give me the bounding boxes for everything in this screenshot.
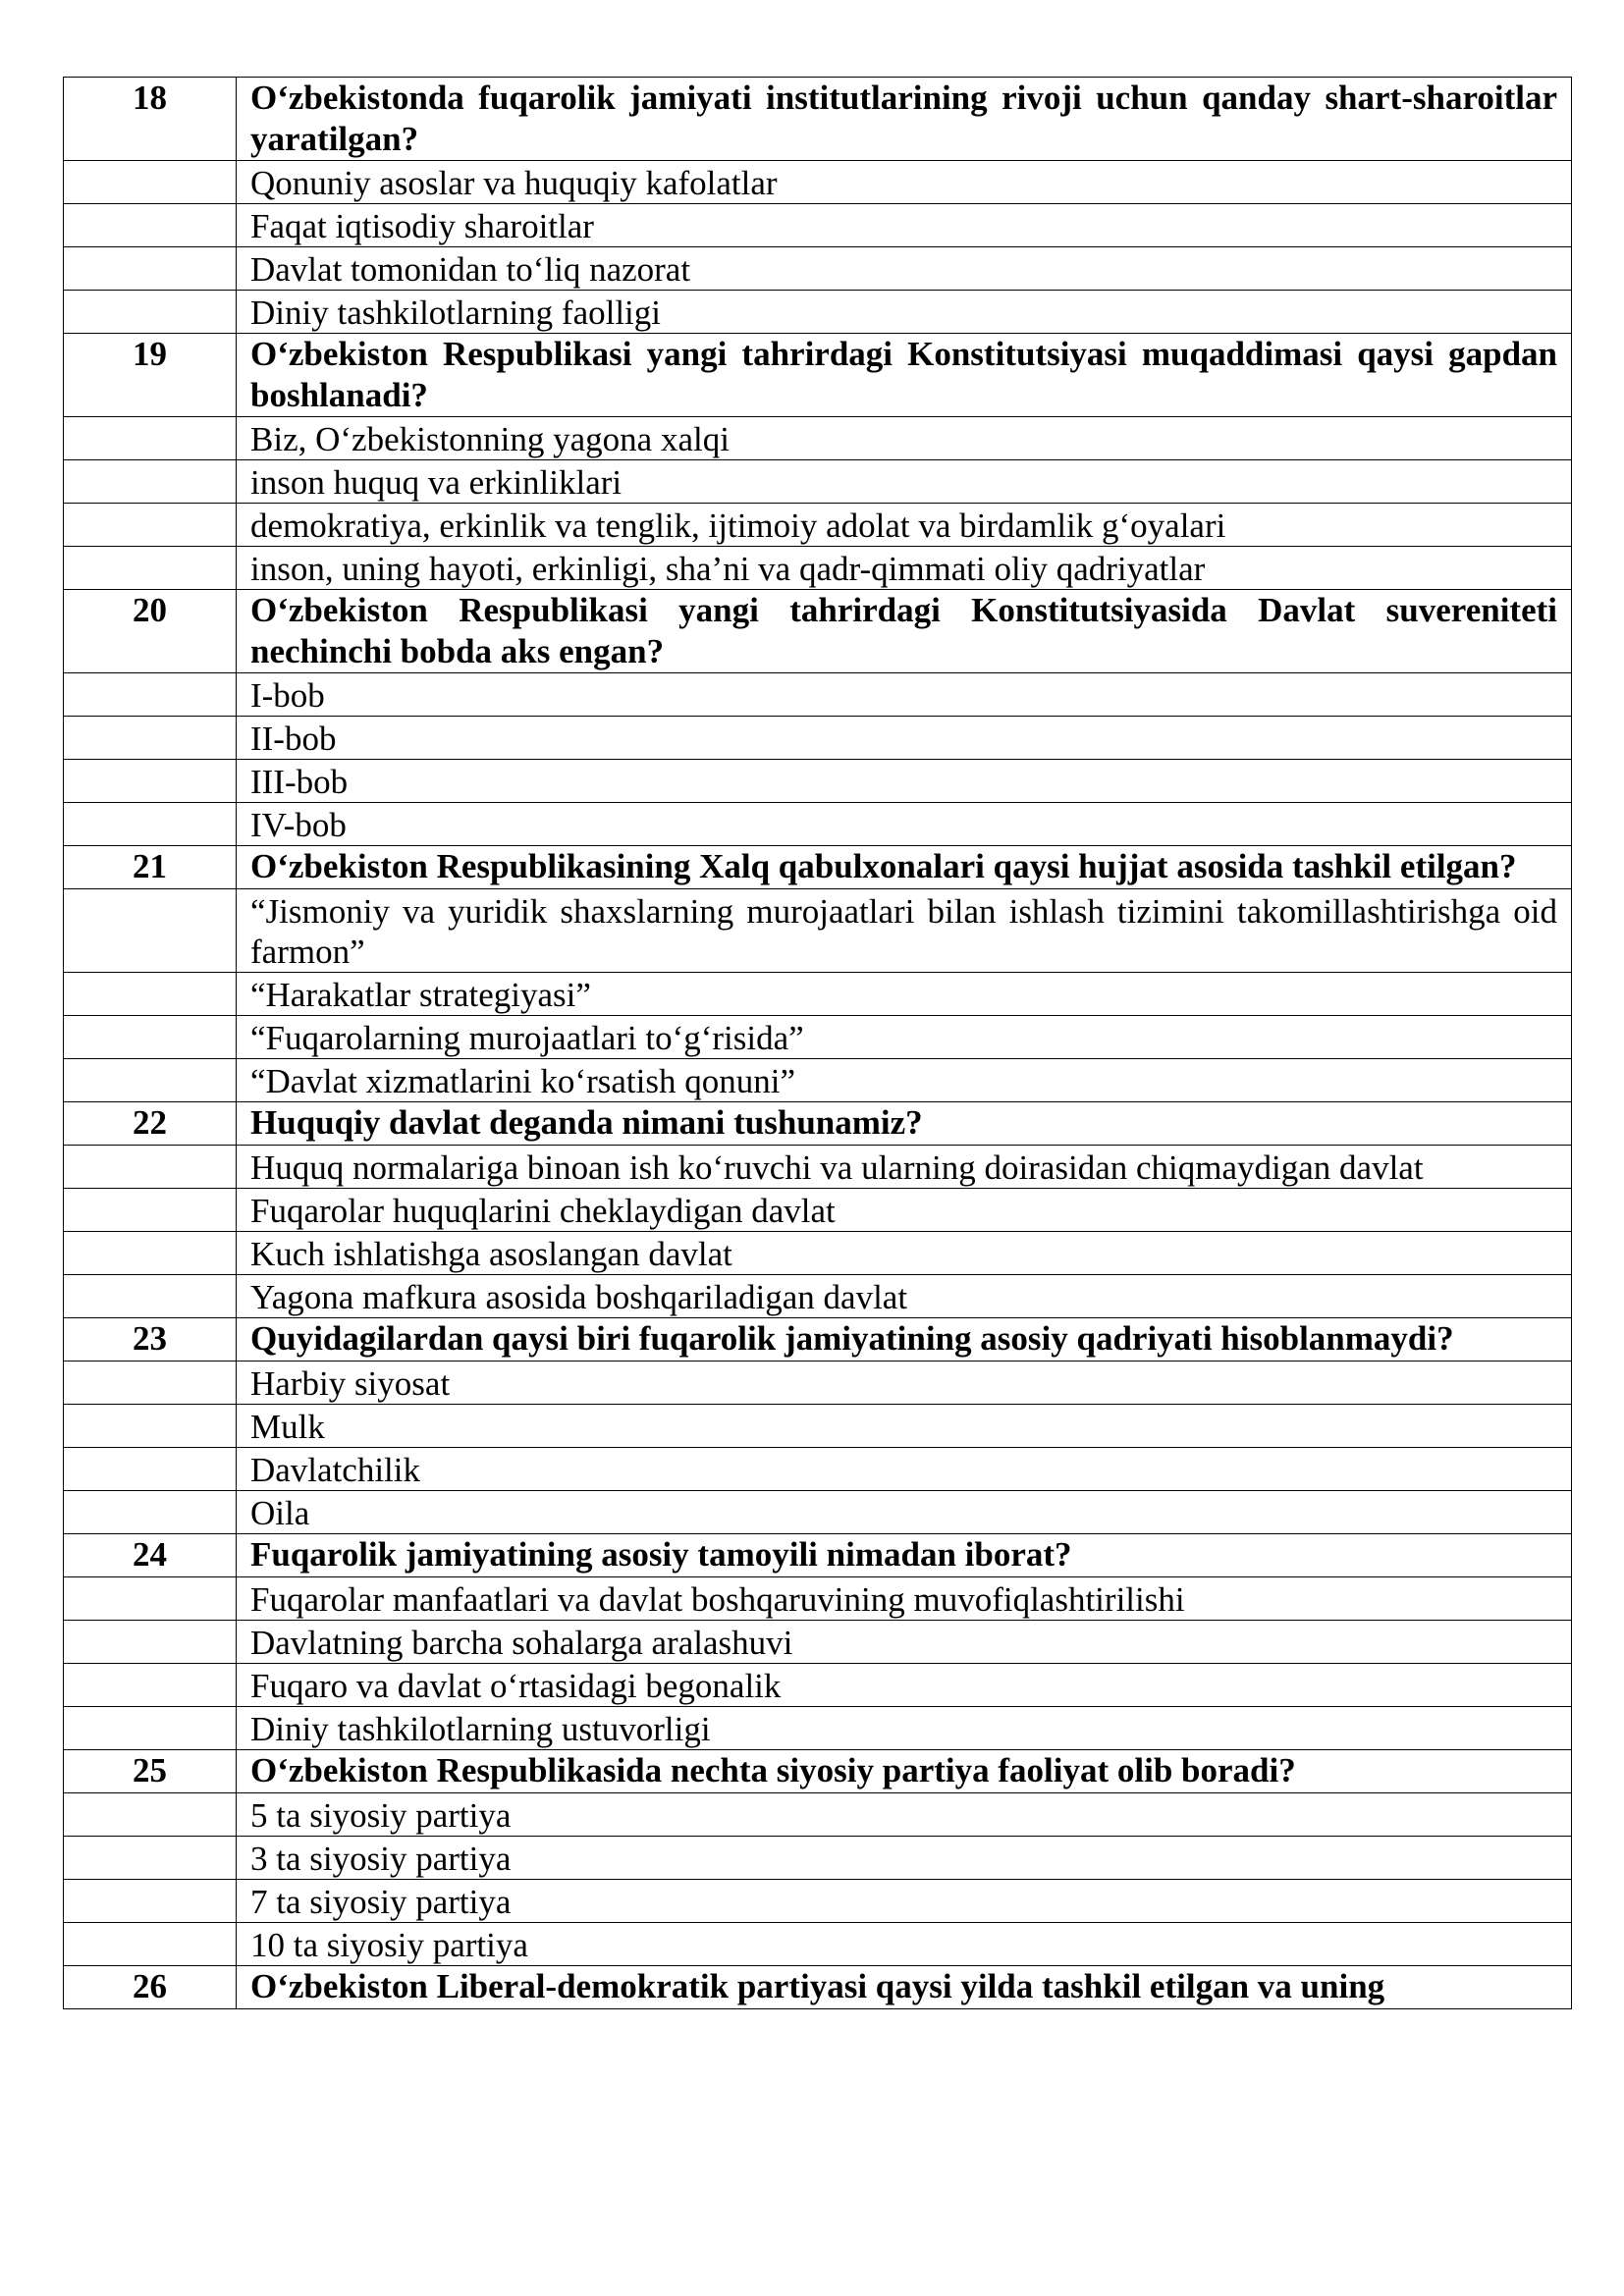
answer-option: Diniy tashkilotlarning ustuvorligi [237,1707,1572,1750]
question-number: 24 [64,1534,237,1577]
answer-option: inson, uning hayoti, erkinligi, sha’ni va qadr-qimmati oliy qadriyatlar [237,547,1572,590]
answer-row [64,803,1572,846]
answer-row [64,291,1572,334]
answer-row [64,1146,1572,1189]
answer-row [64,889,1572,973]
answer-number-cell [64,161,237,204]
answer-number-cell [64,1405,237,1448]
answer-row [64,1577,1572,1621]
answer-number-cell [64,460,237,504]
question-text: O‘zbekiston Respublikasida nechta siyosiy partiya faoliyat olib boradi? [237,1750,1572,1793]
answer-row [64,1621,1572,1664]
answer-row [64,1707,1572,1750]
answer-number-cell [64,760,237,803]
answer-option: III-bob [237,760,1572,803]
answer-row [64,1923,1572,1966]
answer-option: “Davlat xizmatlarini ko‘rsatish qonuni” [237,1059,1572,1102]
answer-row [64,1362,1572,1405]
answer-option: “Harakatlar strategiyasi” [237,973,1572,1016]
question-text: O‘zbekiston Respublikasi yangi tahrirdagi Konstitutsiyasi muqaddimasi qaysi gapdan boshlanadi? [237,334,1572,417]
question-text: Quyidagilardan qaysi biri fuqarolik jamiyatining asosiy qadriyati hisoblanmaydi? [237,1318,1572,1362]
answer-row [64,1664,1572,1707]
answer-option: IV-bob [237,803,1572,846]
question-text: Fuqarolik jamiyatining asosiy tamoyili nimadan iborat? [237,1534,1572,1577]
question-row [64,1102,1572,1146]
answer-number-cell [64,1146,237,1189]
answer-row [64,1448,1572,1491]
answer-option: 5 ta siyosiy partiya [237,1793,1572,1837]
document-page [63,77,1572,2009]
question-number: 18 [64,78,237,161]
answer-number-cell [64,291,237,334]
question-number: 20 [64,590,237,673]
answer-number-cell [64,1793,237,1837]
answer-option: demokratiya, erkinlik va tenglik, ijtimoiy adolat va birdamlik g‘oyalari [237,504,1572,547]
answer-number-cell [64,1362,237,1405]
answer-option: Harbiy siyosat [237,1362,1572,1405]
question-number: 21 [64,846,237,889]
answer-number-cell [64,1448,237,1491]
answer-row [64,1837,1572,1880]
answer-option: 7 ta siyosiy partiya [237,1880,1572,1923]
question-text: O‘zbekiston Liberal-demokratik partiyasi qaysi yilda tashkil etilgan va uning [237,1966,1572,2009]
answer-option: Kuch ishlatishga asoslangan davlat [237,1232,1572,1275]
answer-number-cell [64,1880,237,1923]
answer-option: Davlatchilik [237,1448,1572,1491]
question-row [64,1966,1572,2009]
answer-number-cell [64,1923,237,1966]
answer-number-cell [64,1707,237,1750]
question-row [64,1534,1572,1577]
answer-number-cell [64,717,237,760]
answer-option: Fuqarolar manfaatlari va davlat boshqaruvining muvofiqlashtirilishi [237,1577,1572,1621]
answer-row [64,973,1572,1016]
answer-row [64,1189,1572,1232]
answer-row [64,460,1572,504]
question-row [64,1750,1572,1793]
answer-option: Qonuniy asoslar va huquqiy kafolatlar [237,161,1572,204]
answer-row [64,1232,1572,1275]
answer-row [64,760,1572,803]
answer-row [64,547,1572,590]
question-row [64,334,1572,417]
answer-number-cell [64,889,237,973]
answer-option: Faqat iqtisodiy sharoitlar [237,204,1572,247]
answer-option: Diniy tashkilotlarning faolligi [237,291,1572,334]
answer-option: Davlatning barcha sohalarga aralashuvi [237,1621,1572,1664]
answer-number-cell [64,1059,237,1102]
answer-option: “Jismoniy va yuridik shaxslarning murojaatlari bilan ishlash tizimini takomillashtirishga oid farmon” [237,889,1572,973]
question-number: 25 [64,1750,237,1793]
answer-row [64,1016,1572,1059]
question-text: O‘zbekistonda fuqarolik jamiyati institutlarining rivoji uchun qanday shart-sharoitlar yaratilgan? [237,78,1572,161]
answer-number-cell [64,1189,237,1232]
answer-number-cell [64,673,237,717]
answer-number-cell [64,417,237,460]
answer-option: inson huquq va erkinliklari [237,460,1572,504]
answer-number-cell [64,1577,237,1621]
answer-row [64,1793,1572,1837]
answer-option: Biz, O‘zbekistonning yagona xalqi [237,417,1572,460]
answer-option: “Fuqarolarning murojaatlari to‘g‘risida” [237,1016,1572,1059]
question-row [64,1318,1572,1362]
answer-option: Huquq normalariga binoan ish ko‘ruvchi va ularning doirasidan chiqmaydigan davlat [237,1146,1572,1189]
answer-row [64,673,1572,717]
answer-option: Fuqaro va davlat o‘rtasidagi begonalik [237,1664,1572,1707]
answer-option: Davlat tomonidan to‘liq nazorat [237,247,1572,291]
answer-option: Mulk [237,1405,1572,1448]
question-text: O‘zbekiston Respublikasi yangi tahrirdagi Konstitutsiyasida Davlat suvereniteti nechinchi bobda aks engan? [237,590,1572,673]
answer-number-cell [64,547,237,590]
answer-number-cell [64,1664,237,1707]
answer-number-cell [64,1016,237,1059]
answer-row [64,1405,1572,1448]
answer-number-cell [64,247,237,291]
question-number: 26 [64,1966,237,2009]
answer-number-cell [64,1275,237,1318]
quiz-table [63,77,1572,2009]
answer-option: 10 ta siyosiy partiya [237,1923,1572,1966]
question-number: 19 [64,334,237,417]
answer-row [64,1275,1572,1318]
answer-row [64,204,1572,247]
question-row [64,590,1572,673]
question-text: Huquqiy davlat deganda nimani tushunamiz? [237,1102,1572,1146]
answer-option: 3 ta siyosiy partiya [237,1837,1572,1880]
answer-option: I-bob [237,673,1572,717]
answer-option: Oila [237,1491,1572,1534]
answer-option: II-bob [237,717,1572,760]
answer-number-cell [64,1837,237,1880]
answer-number-cell [64,1232,237,1275]
answer-number-cell [64,1621,237,1664]
answer-row [64,1491,1572,1534]
answer-number-cell [64,973,237,1016]
answer-number-cell [64,504,237,547]
question-row [64,78,1572,161]
answer-row [64,247,1572,291]
question-number: 22 [64,1102,237,1146]
answer-row [64,417,1572,460]
answer-row [64,717,1572,760]
answer-row [64,161,1572,204]
answer-option: Yagona mafkura asosida boshqariladigan davlat [237,1275,1572,1318]
answer-number-cell [64,803,237,846]
question-text: O‘zbekiston Respublikasining Xalq qabulxonalari qaysi hujjat asosida tashkil etilgan? [237,846,1572,889]
answer-number-cell [64,1491,237,1534]
question-row [64,846,1572,889]
answer-option: Fuqarolar huquqlarini cheklaydigan davlat [237,1189,1572,1232]
answer-number-cell [64,204,237,247]
answer-row [64,1880,1572,1923]
quiz-table-body [64,78,1572,2009]
question-number: 23 [64,1318,237,1362]
answer-row [64,504,1572,547]
answer-row [64,1059,1572,1102]
